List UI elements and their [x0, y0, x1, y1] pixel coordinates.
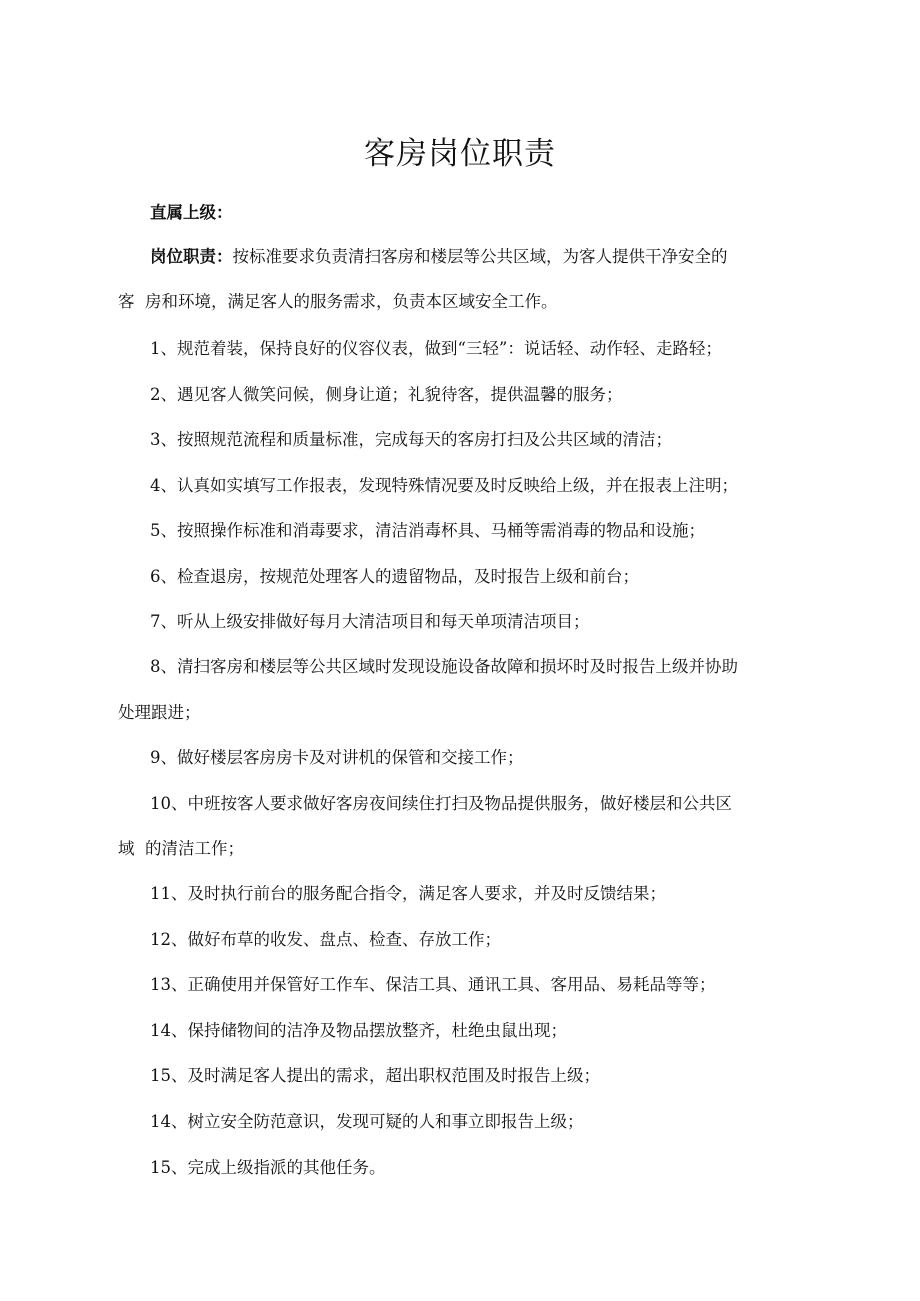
list-item-2: 2、遇见客人微笑问候，侧身让道；礼貌待客，提供温馨的服务； [150, 385, 623, 404]
superior-label: 直属上级： [150, 203, 233, 222]
list-item-10: 10、中班按客人要求做好客房夜间续住打扫及物品提供服务，做好楼层和公共区 [150, 794, 732, 813]
list-item-3: 3、按照规范流程和质量标准，完成每天的客房打扫及公共区域的清洁； [150, 430, 672, 449]
list-item-13: 13、正确使用并保管好工作车、保洁工具、通讯工具、客用品、易耗品等等； [150, 975, 716, 994]
list-item-9: 9、做好楼层客房房卡及对讲机的保管和交接工作； [150, 748, 524, 767]
duty-text: 按标准要求负责清扫客房和楼层等公共区域，为客人提供干净安全的 [232, 247, 728, 266]
list-item-14: 14、保持储物间的洁净及物品摆放整齐，杜绝虫鼠出现； [150, 1021, 567, 1040]
list-item-15: 15、及时满足客人提出的需求，超出职权范围及时报告上级； [150, 1066, 600, 1085]
list-item-11: 11、及时执行前台的服务配合指令，满足客人要求，并及时反馈结果； [150, 884, 666, 903]
list-item-5: 5、按照操作标准和消毒要求，清洁消毒杯具、马桶等需消毒的物品和设施； [150, 521, 705, 540]
page-title: 客房岗位职责 [364, 136, 556, 172]
duty-text-continued: 客 房和环境，满足客人的服务需求，负责本区域安全工作。 [118, 292, 558, 311]
list-item-8-continued: 处理跟进； [118, 703, 201, 722]
duty-label: 岗位职责： [150, 247, 233, 266]
list-item-1: 1、规范着装，保持良好的仪容仪表，做到“三轻”：说话轻、动作轻、走路轻； [150, 339, 722, 358]
list-item-7: 7、听从上级安排做好每月大清洁项目和每天单项清洁项目； [150, 612, 590, 631]
list-item-16: 14、树立安全防范意识，发现可疑的人和事立即报告上级； [150, 1112, 584, 1131]
duty-paragraph [150, 247, 728, 267]
list-item-17: 15、完成上级指派的其他任务。 [150, 1158, 386, 1177]
list-item-8: 8、清扫客房和楼层等公共区域时发现设施设备故障和损坏时及时报告上级并协助 [150, 657, 738, 676]
list-item-6: 6、检查退房，按规范处理客人的遗留物品，及时报告上级和前台； [150, 567, 639, 586]
list-item-10-continued: 域 的清洁工作； [118, 839, 244, 858]
list-item-4: 4、认真如实填写工作报表，发现特殊情况要及时反映给上级，并在报表上注明； [150, 476, 738, 495]
list-item-12: 12、做好布草的收发、盘点、检查、存放工作； [150, 930, 501, 949]
